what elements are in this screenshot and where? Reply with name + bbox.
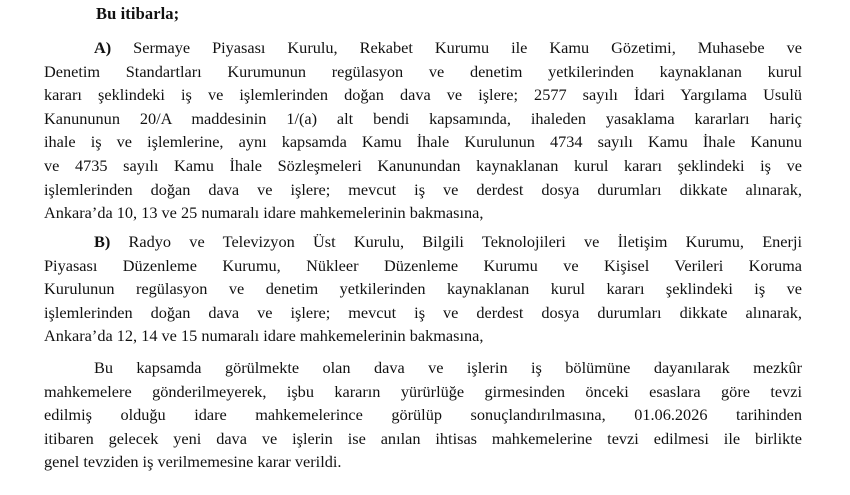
paragraph-a-label: A) bbox=[94, 38, 112, 57]
paragraph-b-line-1 bbox=[44, 230, 802, 254]
paragraph-b-line-1-text: Radyo ve Televizyon Üst Kurulu, Bilgili Teknolojileri ve İletişim Kurumu, Enerji bbox=[128, 232, 802, 251]
paragraph-a-line-5: ihale iş ve işlemlerine, aynı kapsamda Kamu İhale Kurulunun 4734 sayılı Kamu İhale Kanunu bbox=[44, 132, 802, 152]
paragraph-c-line-4: itibaren gelecek yeni dava ve işlerin ise anılan ihtisas mahkemelerine tevzi edilmesi ile birlikte bbox=[44, 428, 802, 448]
paragraph-a-line-1 bbox=[44, 36, 802, 60]
paragraph-c-line-2: mahkemelere gönderilmeyerek, işbu kararın yürürlüğe girmesinden önceki esaslara göre tevzi bbox=[44, 381, 802, 401]
paragraph-a-line-2: Denetim Standartları Kurumunun regülasyon ve denetim yetkilerinden kaynaklanan kurul bbox=[44, 61, 802, 81]
paragraph-c bbox=[44, 356, 802, 474]
paragraph-b-label: B) bbox=[94, 232, 111, 251]
paragraph-a-line-8: Ankara’da 10, 13 ve 25 numaralı idare mahkemelerinin bakmasına, bbox=[44, 203, 484, 223]
paragraph-c-line-5: genel tevziden iş verilmemesine karar verildi. bbox=[44, 452, 342, 472]
paragraph-b-line-2: Piyasası Düzenleme Kurumu, Nükleer Düzenleme Kurumu ve Kişisel Verileri Koruma bbox=[44, 255, 802, 275]
paragraph-a-line-7: işlemlerinden doğan dava ve işlere; mevcut iş ve derdest dosya durumları dikkate alınarak, bbox=[44, 179, 802, 199]
paragraph-b-line-3: Kurulunun regülasyon ve denetim yetkilerinden kaynaklanan kurul kararı şeklindeki iş ve bbox=[44, 279, 802, 299]
paragraph-a-line-3: kararı şeklindeki iş ve işlemlerinden doğan dava ve işlere; 2577 sayılı İdari Yargılama Usulü bbox=[44, 85, 802, 105]
paragraph-a-line-4: Kanununun 20/A maddesinin 1/(a) alt bendi kapsamında, ihaleden yasaklama kararları hariç bbox=[44, 108, 802, 128]
paragraph-c-line-1: Bu kapsamda görülmekte olan dava ve işlerin iş bölümüne dayanılarak mezkûr bbox=[94, 358, 802, 377]
paragraph-b-line-4: işlemlerinden doğan dava ve işlere; mevcut iş ve derdest dosya durumları dikkate alınarak, bbox=[44, 302, 802, 322]
paragraph-a-line-6: ve 4735 sayılı Kamu İhale Sözleşmeleri Kanunundan kaynaklanan kurul kararı şeklindeki iş ve bbox=[44, 155, 802, 175]
paragraph-a-line-1-text: Sermaye Piyasası Kurulu, Rekabet Kurumu ile Kamu Gözetimi, Muhasebe ve bbox=[133, 38, 802, 57]
paragraph-a bbox=[44, 36, 802, 225]
paragraph-b bbox=[44, 230, 802, 348]
section-heading: Bu itibarla; bbox=[96, 4, 180, 23]
paragraph-c-line-3: edilmiş olduğu idare mahkemelerince görülüp sonuçlandırılmasına, 01.06.2026 tarihinden bbox=[44, 405, 802, 425]
paragraph-b-line-5: Ankara’da 12, 14 ve 15 numaralı idare mahkemelerinin bakmasına, bbox=[44, 326, 484, 346]
